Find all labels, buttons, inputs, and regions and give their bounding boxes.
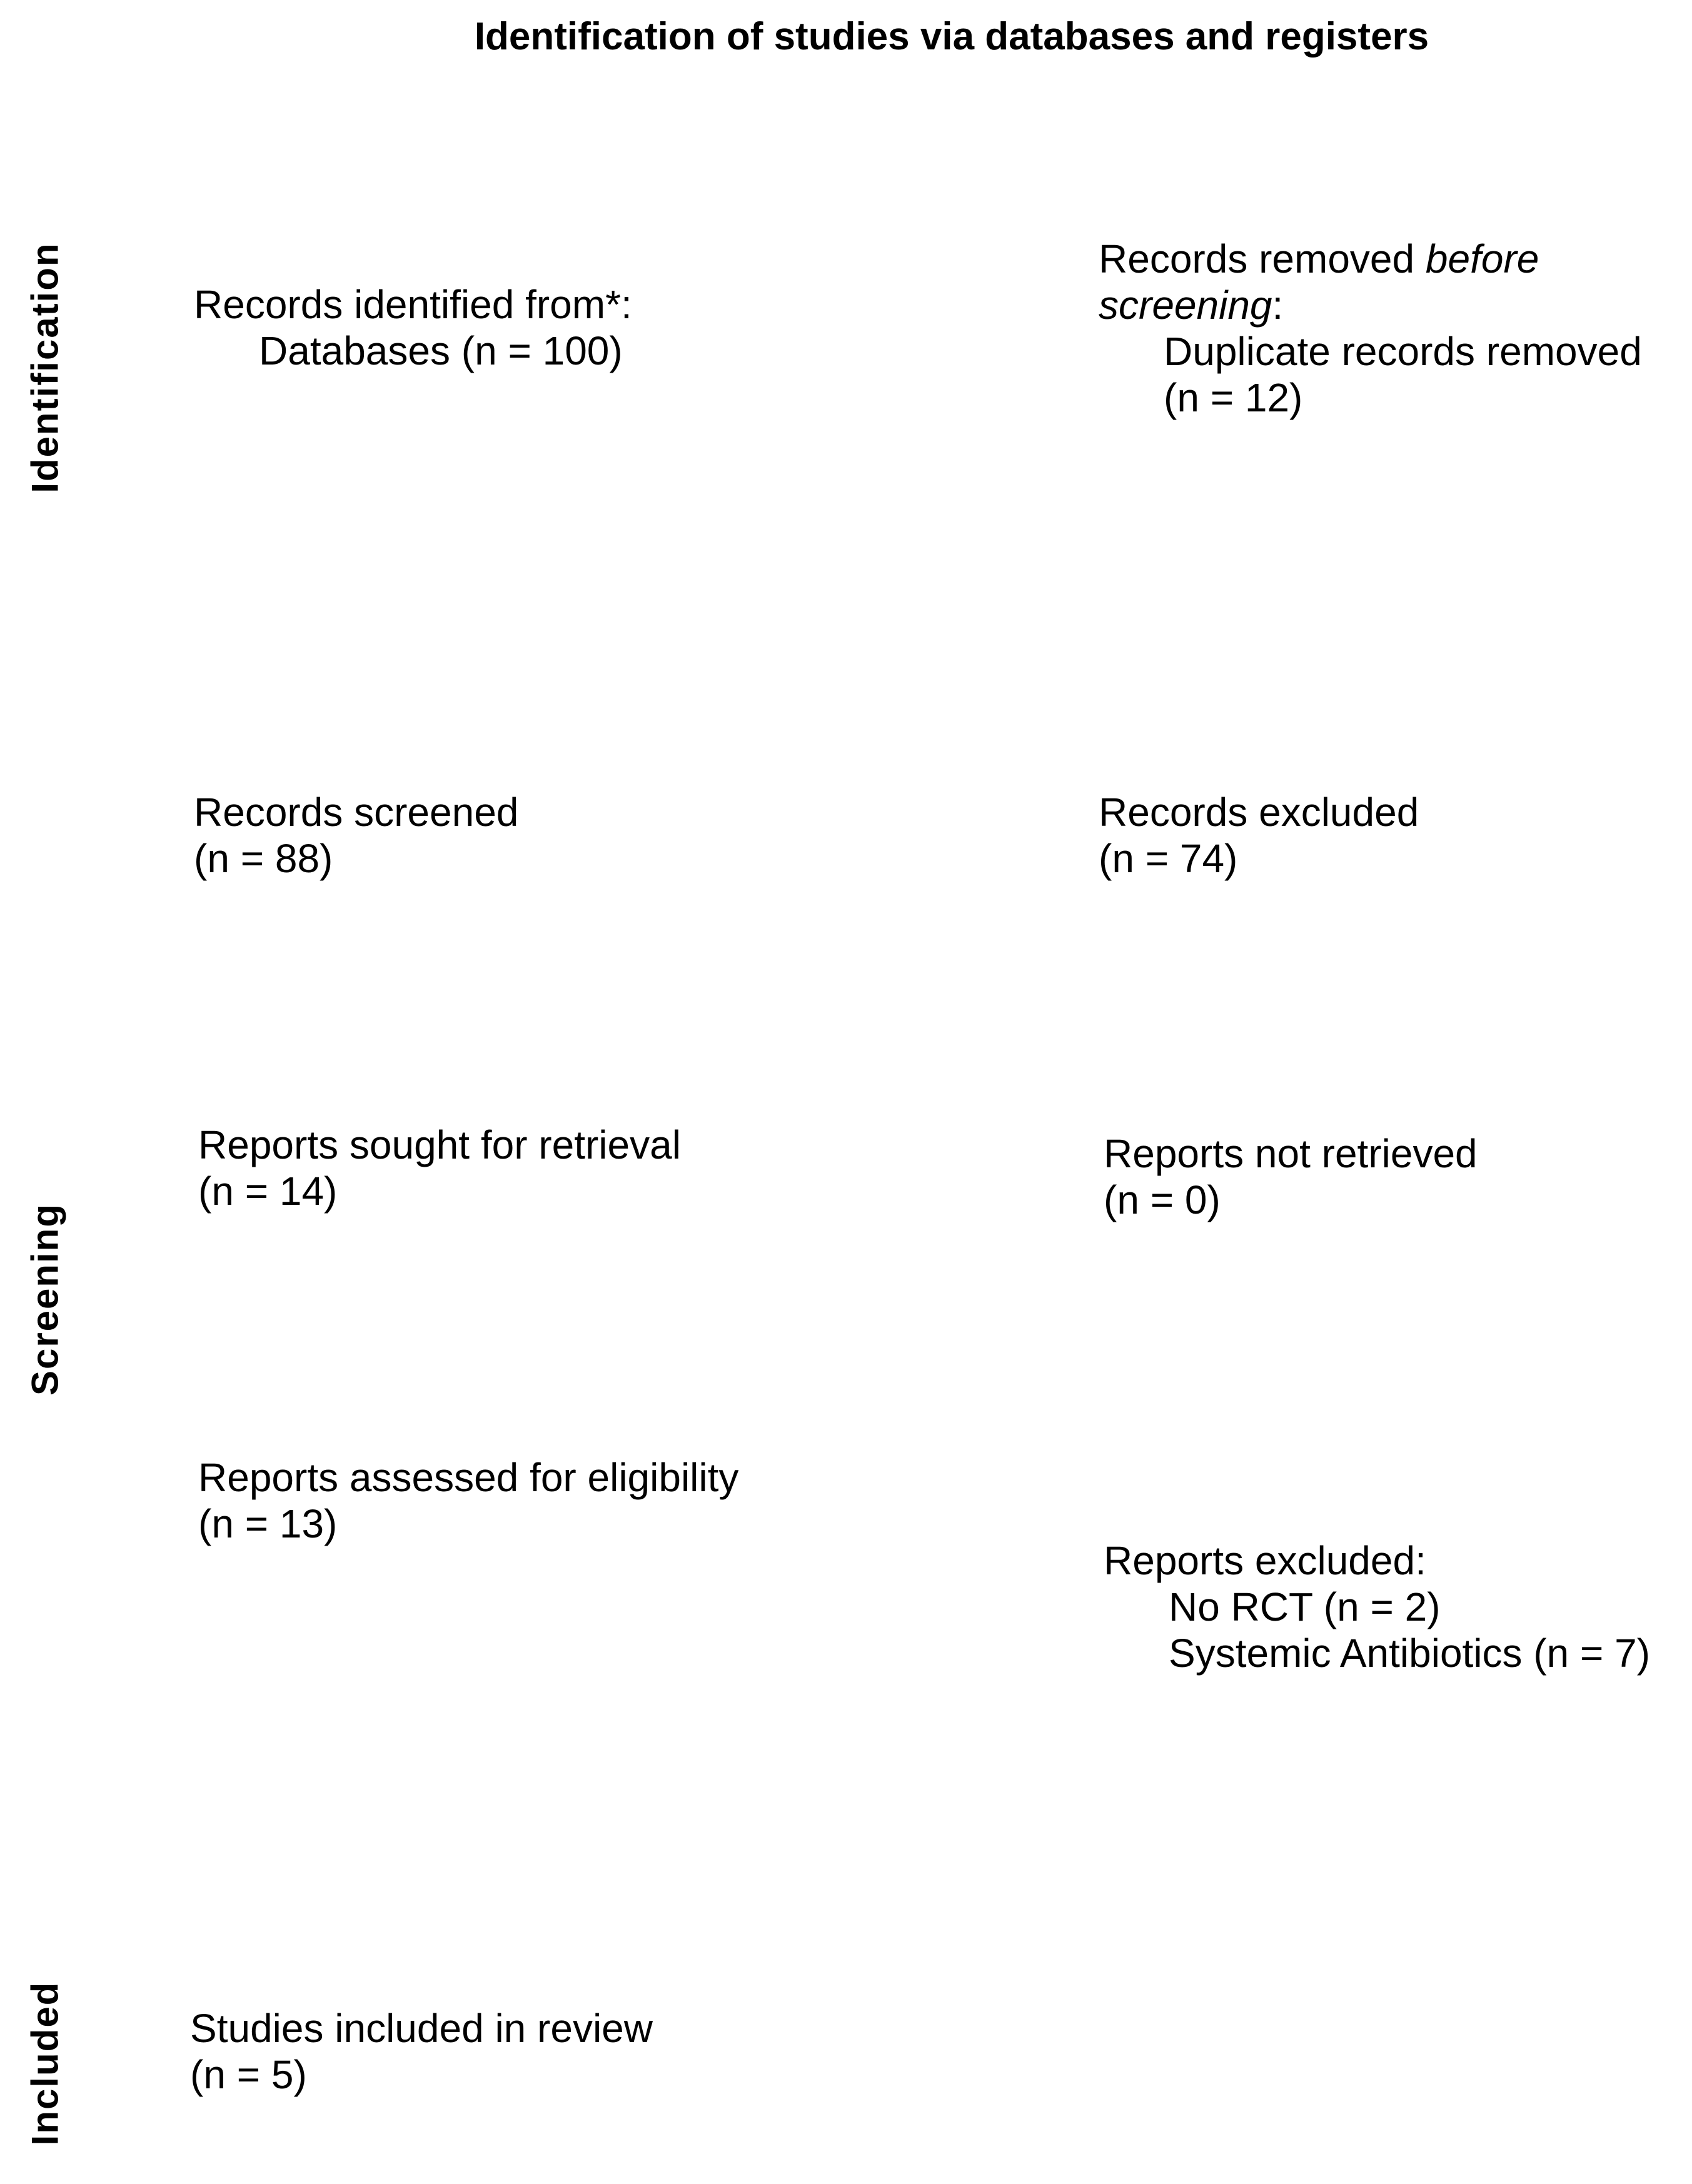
records-identified-label: Records identified from*: [194, 282, 632, 327]
records-screened-label: Records screened [194, 790, 519, 835]
reports-excluded-reason: Systemic Antibiotics (n = 7) [1169, 1631, 1651, 1676]
records-removed-label-line1: Records removed before [1099, 236, 1539, 281]
reports-sought-label: Reports sought for retrieval [198, 1122, 681, 1167]
studies-included-box [190, 2005, 653, 2098]
duplicate-records-label: Duplicate records removed [1164, 329, 1642, 374]
records-screened-count: (n = 88) [194, 836, 333, 881]
reports-not-retrieved-box [1104, 1130, 1478, 1223]
phase-label-identification: Identification [24, 242, 66, 493]
diagram-title: Identification of studies via databases and registers [474, 15, 1429, 58]
studies-included-label: Studies included in review [190, 2006, 653, 2051]
records-removed-box [1099, 236, 1642, 421]
records-excluded-box [1099, 789, 1419, 882]
reports-excluded-reason: No RCT (n = 2) [1169, 1584, 1441, 1629]
studies-included-count: (n = 5) [190, 2052, 307, 2097]
reports-assessed-label: Reports assessed for eligibility [198, 1455, 739, 1500]
records-excluded-label: Records excluded [1099, 790, 1419, 835]
reports-sought-box [198, 1122, 681, 1214]
reports-excluded-label: Reports excluded: [1104, 1538, 1426, 1583]
reports-assessed-count: (n = 13) [198, 1501, 338, 1546]
records-identified-box [194, 281, 632, 374]
phase-label-included: Included [24, 1981, 66, 2146]
records-removed-label-line2: screening: [1099, 283, 1284, 328]
records-screened-box [194, 789, 518, 882]
records-excluded-count: (n = 74) [1099, 836, 1238, 881]
reports-excluded-box [1104, 1537, 1650, 1676]
reports-not-retrieved-count: (n = 0) [1104, 1177, 1221, 1222]
phase-label-screening: Screening [24, 1202, 66, 1396]
duplicate-records-count: (n = 12) [1164, 375, 1303, 420]
reports-assessed-box [198, 1454, 738, 1547]
records-identified-databases: Databases (n = 100) [259, 328, 623, 373]
reports-sought-count: (n = 14) [198, 1169, 338, 1214]
reports-not-retrieved-label: Reports not retrieved [1104, 1131, 1478, 1176]
